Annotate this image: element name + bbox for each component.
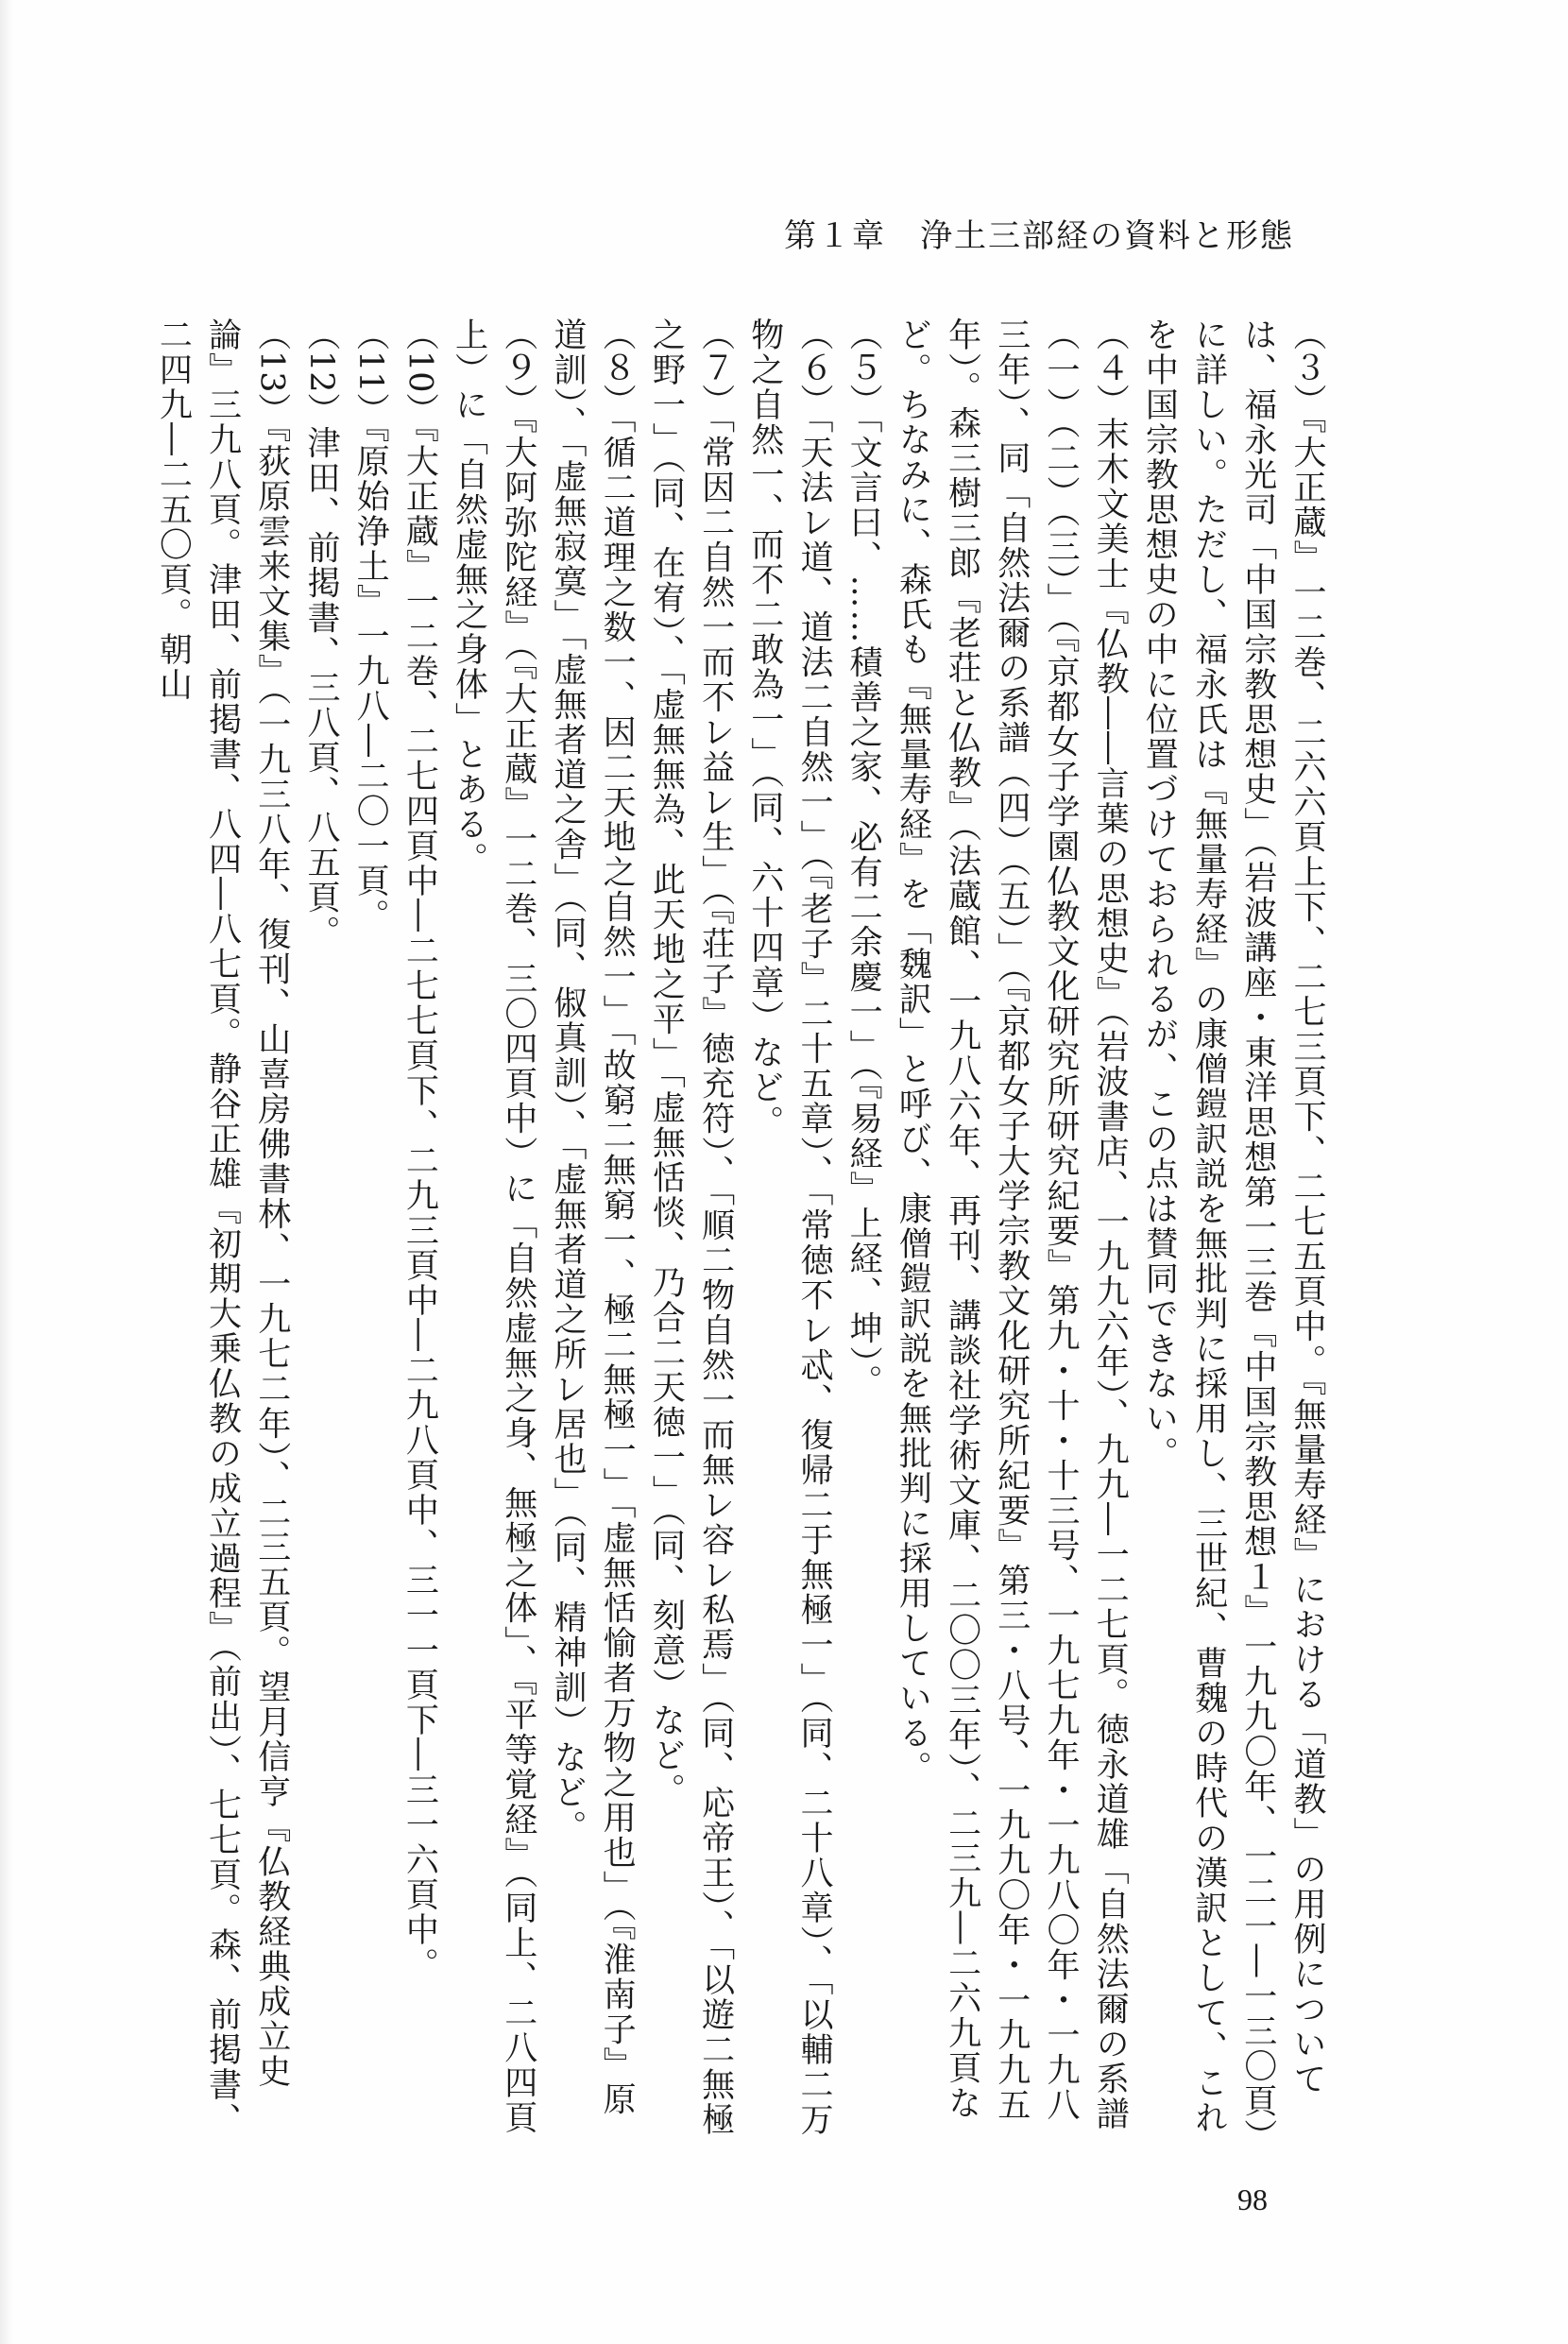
endnote-text: 末木文美士『仏教――言葉の思想史』（岩波書店、一九九六年）、九九―一二七頁。徳永道雄「自然法爾の系譜（一）（二）（三）」（『京都女子学園仏教文化研究所研究紀要』第九・十・十三号、一九七九年・一九八〇年・一九八三年）、同「自然法爾の系譜（四）（五）」（『京都女子大学宗教文化研究所紀要』第三・八号、一九九〇年・一九九五年）。森三樹三郎『老荘と仏教』（法蔵館、一九八六年、再刊、講談社学術文庫、二〇〇三年）、二三九―二六九頁など。ちなみに、森氏も『無量寿経』を「魏訳」と呼び、康僧鎧訳説を無批判に採用している。 xyxy=(894,317,1130,2131)
endnote-text: 『原始浄土』一九八―二〇一頁。 xyxy=(351,425,390,934)
endnote-number: （６） xyxy=(794,317,833,417)
endnote-number: （10） xyxy=(401,317,439,426)
endnote xyxy=(297,317,346,2141)
endnote-number: （９） xyxy=(499,317,537,417)
endnote-text: 津田、前掲書、三八頁、八五頁。 xyxy=(301,425,340,950)
endnote-text: 『大正蔵』一二巻、二七四頁中―二七七頁下、二九三頁中―二九八頁中、三一一頁下―三一六頁中。 xyxy=(401,425,439,1983)
endnote-text: 『大正蔵』一二巻、二六六頁上下、二七三頁下、二七五頁中。『無量寿経』における「道教」の用例については、福永光司「中国宗教思想史」（岩波講座・東洋思想第一三巻『中国宗教思想１』一九九〇年、一二一―一三〇頁）に詳しい。ただし、福永氏は『無量寿経』の康僧鎧訳説を無批判に採用し、三世紀、曹魏の時代の漢訳として、これを中国宗教思想史の中に位置づけておられるが、この点は賛同できない。 xyxy=(1140,317,1326,2137)
endnote xyxy=(641,317,740,2141)
endnote-number: （７） xyxy=(696,317,735,417)
endnote xyxy=(839,317,888,2141)
running-head-chapter-title: 第１章 浄土三部経の資料と形態 xyxy=(784,217,1294,255)
endnote xyxy=(148,317,297,2141)
endnote-number: （11） xyxy=(351,317,390,426)
endnote-number: （４） xyxy=(1091,317,1130,417)
endnote-text: 「天法レ道、道法二自然一」（『老子』二十五章）、「常徳不レ忒、復帰二于無極一」（同、二十八章）、「以輔二万物之自然一、而不二敢為一」（同、六十四章）など。 xyxy=(745,317,833,2137)
endnote xyxy=(444,317,542,2141)
endnote xyxy=(543,317,641,2141)
endnote-text: 「常因二自然一而不レ益レ生」（『荘子』徳充符）、「順二物自然一而無レ容レ私焉」（同、応帝王）、「以遊二無極之野一」（同、在宥）、「虚無無為、此天地之平」「虚無恬惔、乃合二天徳一」（同、刻意）など。 xyxy=(647,317,735,2137)
endnote xyxy=(395,317,444,2141)
endnotes-column xyxy=(148,317,1332,2141)
endnote xyxy=(741,317,839,2141)
endnote-number: （13） xyxy=(252,317,291,426)
endnote xyxy=(1134,317,1332,2141)
endnote-number: （３） xyxy=(1288,317,1326,417)
endnote xyxy=(888,317,1134,2141)
scan-edge-shadow xyxy=(0,0,13,2344)
endnote-text: 『大阿弥陀経』（『大正蔵』一二巻、三〇四頁中）に「自然虚無之身、無極之体」、『平等覚経』（同上、二八四頁上）に「自然虚無之身体」とある。 xyxy=(450,317,537,2135)
endnote-number: （12） xyxy=(301,317,340,426)
page-number: 98 xyxy=(1237,2182,1268,2216)
endnote-number: （５） xyxy=(844,317,883,417)
endnote-text: 『荻原雲来文集』（一九三八年、復刊、山喜房佛書林、一九七二年）、二三五頁。望月信亨『仏教経典成立史論』三九八頁。津田、前掲書、八四―八七頁。静谷正雄『初期大乗仏教の成立過程』（前出）、七七頁。森、前掲書、二四九―二五〇頁。朝山 xyxy=(154,317,291,2137)
endnote xyxy=(346,317,395,2141)
endnote-text: 「循二道理之数一、因二天地之自然一」「故窮二無窮一、極二無極一」「虚無恬愉者万物之用也」（『淮南子』原道訓）、「虚無寂寞」「虚無者道之舎」（同、俶真訓）、「虚無者道之所レ居也」（同、精神訓）など。 xyxy=(548,317,637,2117)
endnote-number: （８） xyxy=(598,317,637,417)
endnote-text: 「文言曰、……積善之家、必有二余慶一」（『易経』上経、坤）。 xyxy=(844,417,883,1399)
